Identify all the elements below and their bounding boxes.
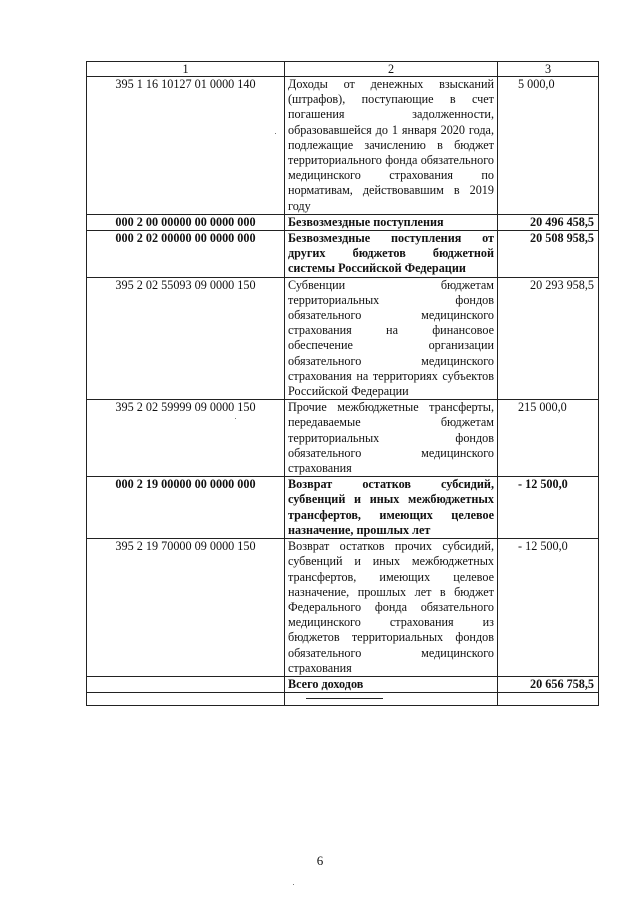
row-code: 000 2 02 00000 00 0000 000 (87, 231, 285, 278)
table-row (87, 214, 599, 230)
column-header-1: 1 (87, 62, 285, 77)
row-description: Безвозмездные поступления (285, 214, 498, 230)
table-header-row (87, 62, 599, 77)
table-row-total (87, 676, 599, 692)
row-amount: 20 293 958,5 (498, 277, 599, 400)
revenue-table (86, 61, 599, 706)
row-amount: 20 496 458,5 (498, 214, 599, 230)
table-row (87, 77, 599, 215)
separator-line (306, 698, 383, 699)
row-amount: 20 656 758,5 (498, 676, 599, 692)
scan-speck (293, 884, 294, 885)
table-row-spacer (87, 693, 599, 706)
row-description: Всего доходов (285, 676, 498, 692)
row-description: Возврат остатков субсидий, субвенций и иных межбюджетных трансфертов, имеющих целевое назначение, прошлых лет (285, 477, 498, 539)
table-row (87, 400, 599, 477)
row-description: Безвозмездные поступления от других бюджетов бюджетной системы Российской Федерации (285, 231, 498, 278)
row-amount: 5 000,0 (498, 77, 599, 215)
row-code (87, 676, 285, 692)
row-description: Прочие межбюджетные трансферты, передаваемые бюджетам территориальных фондов обязательного медицинского страхования (285, 400, 498, 477)
table-row (87, 231, 599, 278)
column-header-2: 2 (285, 62, 498, 77)
row-code: 000 2 19 00000 00 0000 000 (87, 477, 285, 539)
row-code: 000 2 00 00000 00 0000 000 (87, 214, 285, 230)
row-description: Возврат остатков прочих субсидий, субвенций и иных межбюджетных трансфертов, имеющих целевое назначение, прошлых лет в бюджет Федерального фонда обязательного медицинского страхования из бюджетов территориальных фондов обязательного медицинского страхования (285, 539, 498, 677)
scan-speck (235, 418, 236, 419)
row-code: 395 2 02 59999 09 0000 150 (87, 400, 285, 477)
scan-speck (275, 133, 276, 134)
row-amount: - 12 500,0 (498, 477, 599, 539)
row-amount: - 12 500,0 (498, 539, 599, 677)
column-header-3: 3 (498, 62, 599, 77)
table-row (87, 477, 599, 539)
row-description: Субвенции бюджетам территориальных фондов обязательного медицинского страхования на финансовое обеспечение организации обязательного медицинского страхования на территориях субъектов Российской Федерации (285, 277, 498, 400)
row-code: 395 1 16 10127 01 0000 140 (87, 77, 285, 215)
table-row (87, 277, 599, 400)
row-code: 395 2 02 55093 09 0000 150 (87, 277, 285, 400)
row-description: Доходы от денежных взысканий (штрафов), поступающие в счет погашения задолженности, образовавшейся до 1 января 2020 года, подлежащие зачислению в бюджет территориального фонда обязательного медицинского страхования по нормативам, действовавшим в 2019 году (285, 77, 498, 215)
row-amount: 20 508 958,5 (498, 231, 599, 278)
row-code: 395 2 19 70000 09 0000 150 (87, 539, 285, 677)
page-number: 6 (316, 853, 324, 868)
row-amount: 215 000,0 (498, 400, 599, 477)
table-row (87, 539, 599, 677)
